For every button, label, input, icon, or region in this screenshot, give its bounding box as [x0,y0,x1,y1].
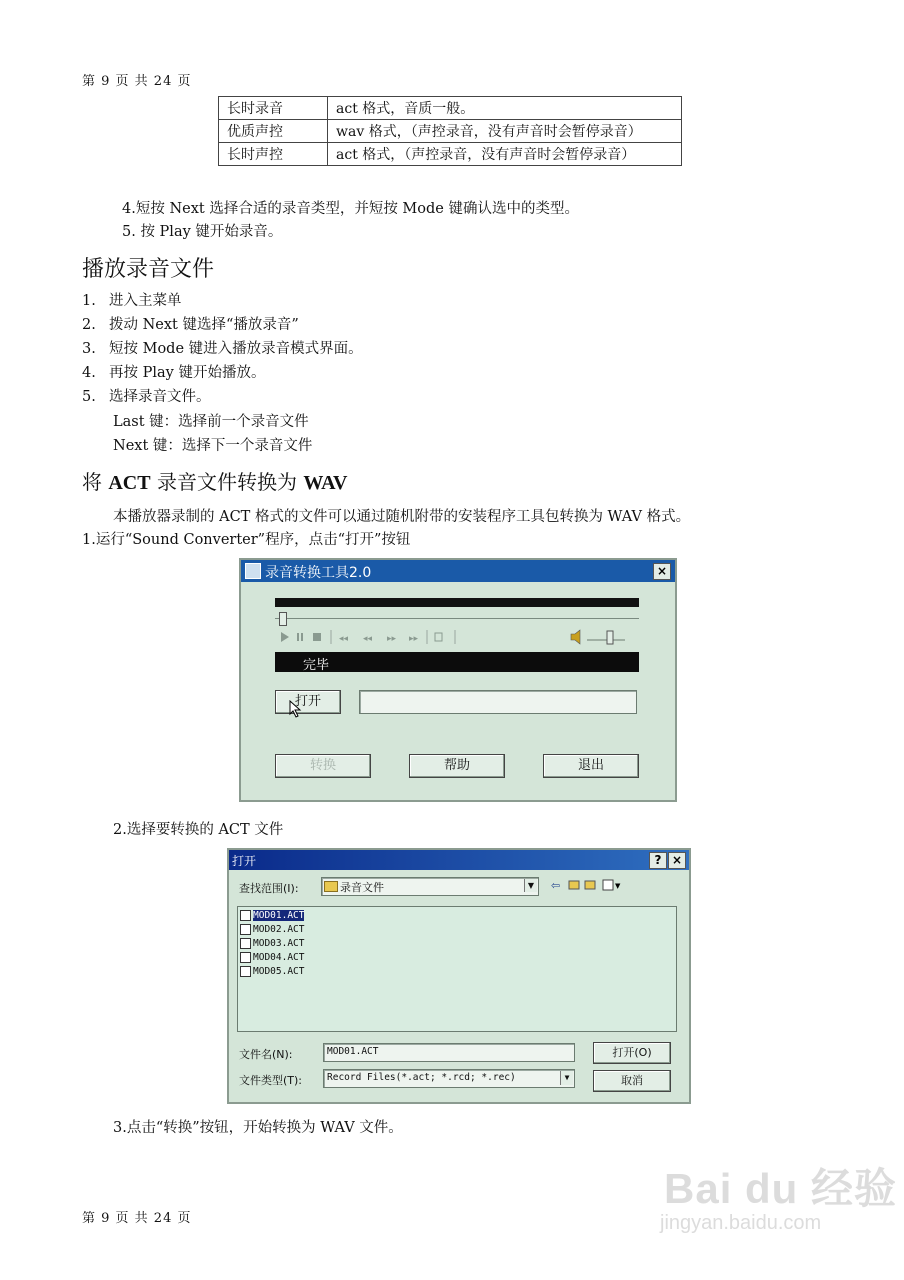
close-button[interactable]: × [668,852,686,869]
svg-text:▼: ▼ [615,882,621,890]
convert-step-3: 3.点击“转换”按钮，开始转换为 WAV 文件。 [113,1120,403,1136]
record-step-4: 4.短按 Next 选择合适的录音类型，并短按 Mode 键确认选中的类型。 [122,201,579,217]
dialog-open-button[interactable]: 打开(O) [593,1042,671,1064]
page-header: 第 9 页 共 24 页 [82,74,192,89]
file-icon [240,938,251,949]
fast-forward-icon: ▸▸ [409,634,419,644]
page-footer: 第 9 页 共 24 页 [82,1211,192,1226]
pause-icon [297,633,299,641]
new-folder-icon [585,881,595,889]
file-icon [240,924,251,935]
list-item[interactable]: MOD05.ACT [240,965,304,978]
close-button[interactable]: × [653,563,671,580]
table-row [219,97,682,120]
record-mode-table [218,96,682,166]
table-cell: wav 格式，（声控录音，没有声音时会暂停录音） [328,120,682,143]
table-row [219,120,682,143]
convert-intro: 本播放器录制的 ACT 格式的文件可以通过随机附带的安装程序工具包转换为 WAV 格式。 [113,509,691,525]
rewind-icon: ◂◂ [339,634,349,644]
converter-titlebar [241,560,675,582]
status-display [275,652,639,672]
file-icon [240,966,251,977]
seek-slider-thumb[interactable] [279,612,287,626]
look-in-label: 查找范围(I): [239,882,299,895]
seek-track [275,618,639,619]
list-item: 5. 选择录音文件。 [82,389,211,405]
file-icon [240,910,251,921]
list-item: 1. 进入主菜单 [82,293,182,309]
exit-button[interactable]: 退出 [543,754,639,778]
dialog-cancel-button[interactable]: 取消 [593,1070,671,1092]
table-cell: 长时录音 [219,97,328,120]
list-item: 3. 短按 Mode 键进入播放录音模式界面。 [82,341,363,357]
up-folder-icon [569,881,579,889]
table-cell: 长时声控 [219,143,328,166]
list-item[interactable]: MOD03.ACT [240,937,304,950]
mouse-cursor-icon [289,700,303,718]
table-row [219,143,682,166]
sub-item-last-key: Last 键：选择前一个录音文件 [113,414,309,430]
file-list [237,906,677,1032]
section-heading-playback: 播放录音文件 [82,257,215,282]
progress-bar [275,598,639,607]
convert-step-2: 2.选择要转换的 ACT 文件 [113,822,284,838]
playback-controls-icons [275,628,639,646]
app-icon [245,563,261,579]
look-in-value: 录音文件 [340,881,384,894]
filename-label: 文件名(N): [239,1048,293,1061]
stop-icon [313,633,321,641]
filetype-label: 文件类型(T): [239,1074,303,1087]
playback-controls [275,628,639,646]
chevron-down-icon[interactable]: ▼ [524,879,537,892]
convert-step-1: 1.运行“Sound Converter”程序，点击“打开”按钮 [82,532,411,548]
file-path-field[interactable] [359,690,637,714]
volume-slider-thumb [607,631,613,644]
playback-steps [82,290,363,410]
list-item: 2. 拨动 Next 键选择“播放录音” [82,317,299,333]
convert-button[interactable]: 转换 [275,754,371,778]
list-item[interactable]: MOD02.ACT [240,923,304,936]
section-heading-convert: 将 ACT 录音文件转换为 WAV [82,470,348,494]
list-icon [435,633,442,641]
help-button[interactable]: 帮助 [409,754,505,778]
dialog-titlebar [229,850,689,870]
play-icon [281,632,289,642]
table-cell: act 格式，音质一般。 [328,97,682,120]
view-menu-icon [603,880,613,890]
chevron-down-icon[interactable]: ▼ [560,1071,573,1085]
forward-icon: ▸▸ [387,634,397,644]
dialog-title: 打开 [232,854,257,868]
dialog-toolbar [549,877,629,893]
back-icon: ⇦ [551,879,561,892]
file-icon [240,952,251,963]
filetype-select[interactable]: Record Files(*.act; *.rcd; *.rec) ▼ [323,1069,575,1088]
list-item[interactable]: MOD01.ACT [240,909,304,922]
record-step-5: 5. 按 Play 键开始录音。 [122,224,283,240]
table-cell: act 格式，（声控录音，没有声音时会暂停录音） [328,143,682,166]
watermark-url: jingyan.baidu.com [660,1212,822,1234]
table-cell: 优质声控 [219,120,328,143]
watermark-logo: Bai du 经验 [664,1165,898,1212]
help-icon[interactable]: ? [649,852,667,869]
open-dialog [227,848,691,1104]
converter-window [239,558,677,802]
folder-icon [324,881,338,892]
status-text: 完毕 [303,658,330,673]
list-item: 4. 再按 Play 键开始播放。 [82,365,266,381]
list-item[interactable]: MOD04.ACT [240,951,304,964]
back-icon: ◂◂ [363,634,373,644]
filename-input[interactable]: MOD01.ACT [323,1043,575,1062]
converter-title: 录音转换工具2.0 [265,565,372,581]
look-in-select[interactable] [321,877,539,896]
sub-item-next-key: Next 键：选择下一个录音文件 [113,438,313,454]
volume-icon [571,630,580,644]
open-button[interactable]: 打开 [275,690,341,714]
